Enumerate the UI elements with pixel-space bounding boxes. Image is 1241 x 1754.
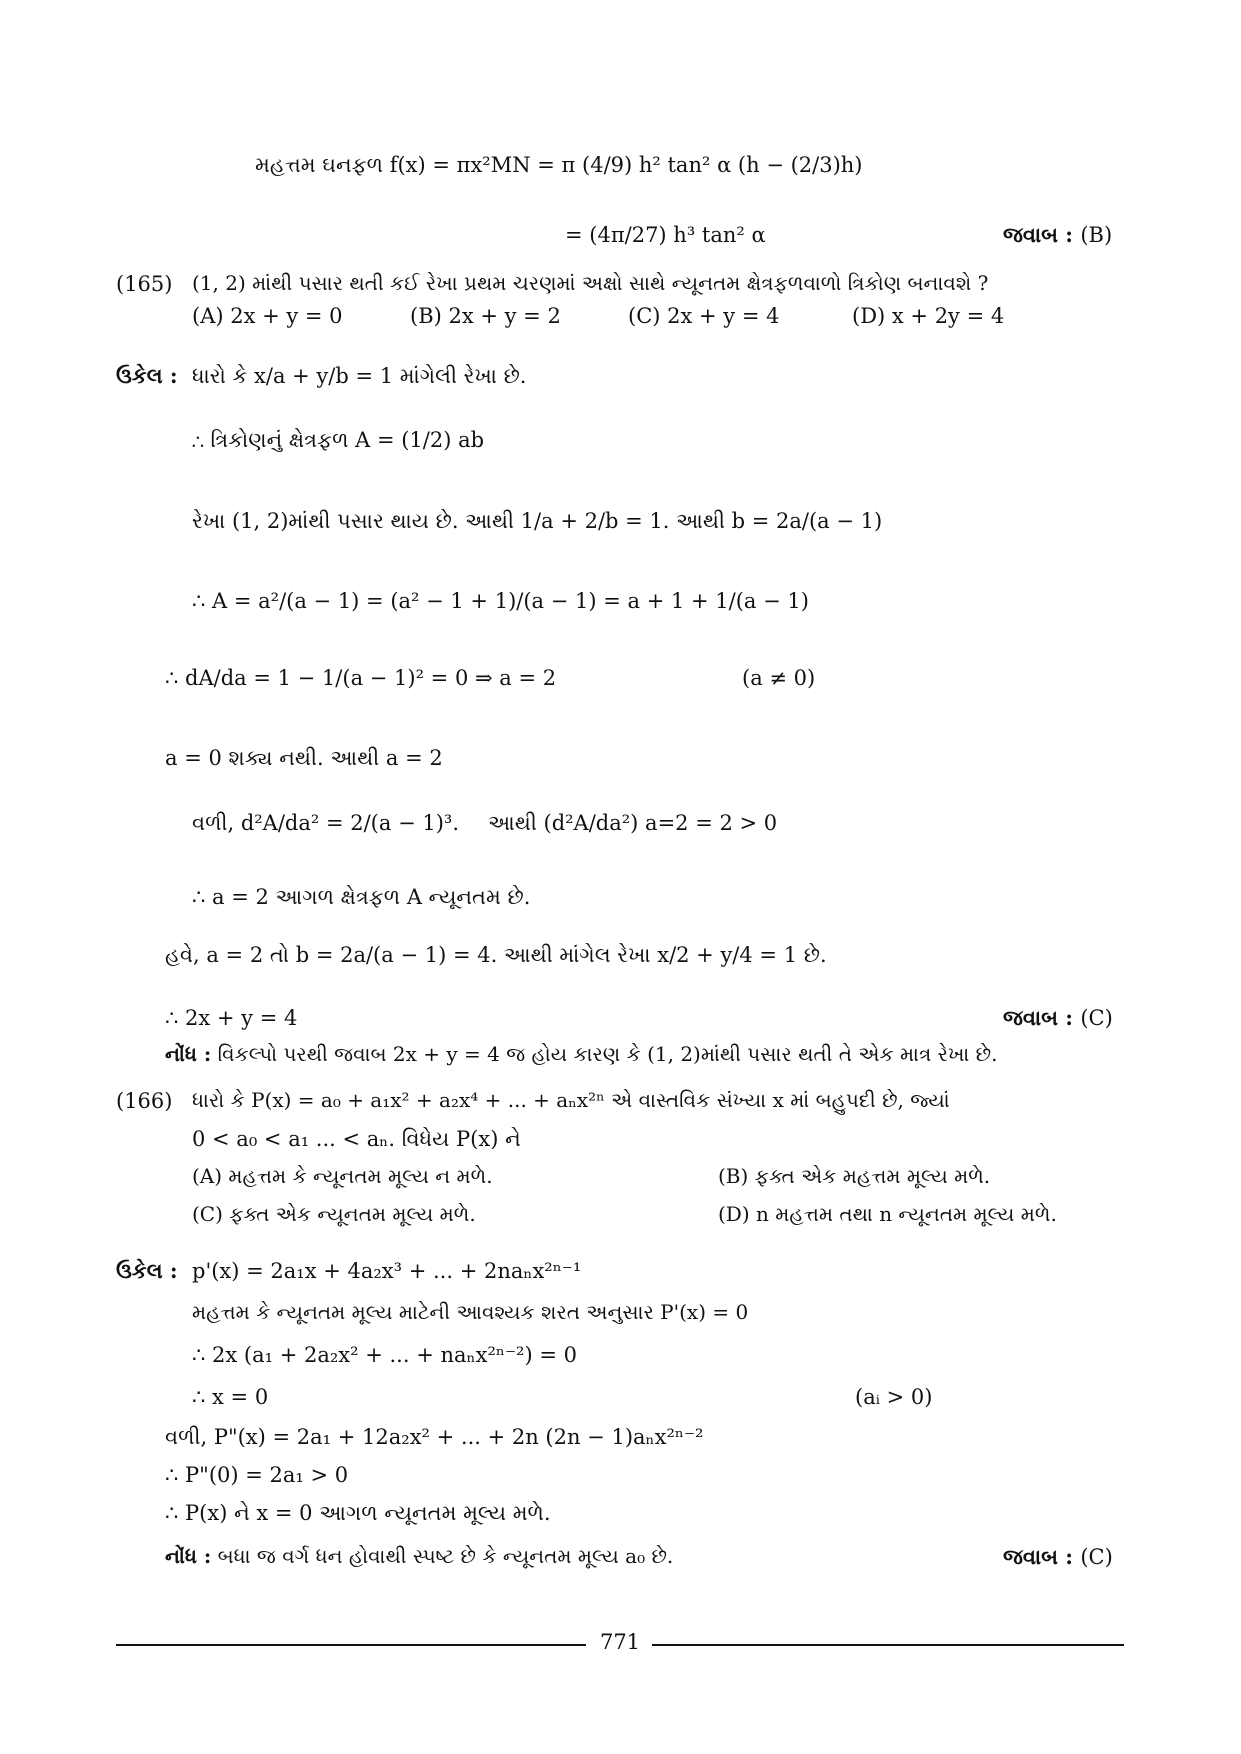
solution-165-step: રેખા (1, 2)માંથી પસાર થાય છે. આથી 1/a + 2/b = 1. આથી b = 2a/(a − 1): [192, 509, 883, 533]
solution-165-condition: (a ≠ 0): [742, 666, 816, 690]
option-166-b: (B) ફક્ત એક મહત્તમ મૂલ્ય મળે.: [718, 1164, 991, 1188]
solution-165-label: ઉકેલ :: [116, 363, 178, 388]
note-text: બધા જ વર્ગ ધન હોવાથી સ્પષ્ટ છે કે ન્યૂનતમ મૂલ્ય a₀ છે.: [217, 1544, 674, 1568]
answer-label: જવાબ :: [1003, 1005, 1074, 1030]
question-166-text-2: 0 < a₀ < a₁ ... < aₙ. વિધેય P(x) ને: [192, 1127, 521, 1151]
page-number: 771: [599, 1630, 641, 1654]
solution-165-step: ∴ 2x + y = 4: [165, 1006, 298, 1030]
max-volume-result: = (4π/27) h³ tan² α: [565, 223, 766, 247]
solution-165-step: ∴ a = 2 આગળ ક્ષેત્રફળ A ન્યૂનતમ છે.: [192, 885, 531, 909]
solution-166-step: p'(x) = 2a₁x + 4a₂x³ + ... + 2naₙx²ⁿ⁻¹: [192, 1259, 582, 1283]
solution-165-step: ∴ dA/da = 1 − 1/(a − 1)² = 0 ⇒ a = 2: [165, 666, 557, 690]
option-165-c: (C) 2x + y = 4: [628, 304, 780, 328]
option-165-d: (D) x + 2y = 4: [852, 304, 1005, 328]
solution-166-condition: (aᵢ > 0): [855, 1385, 933, 1409]
question-165-text: (1, 2) માંથી પસાર થતી કઈ રેખા પ્રથમ ચરણમાં અક્ષો સાથે ન્યૂનતમ ક્ષેત્રફળવાળો ત્રિકોણ બનાવશે ?: [192, 271, 989, 295]
footer-rule-right: [652, 1644, 1124, 1646]
note-166: [165, 1544, 673, 1569]
answer-value: (B): [1080, 223, 1113, 247]
question-165-number: (165): [116, 272, 173, 296]
solution-165-step: ∴ ત્રિકોણનું ક્ષેત્રફળ A = (1/2) ab: [192, 428, 485, 452]
footer-rule-left: [116, 1644, 586, 1646]
answer-top: [1003, 222, 1112, 248]
answer-label: જવાબ :: [1003, 222, 1074, 247]
solution-165-step: આથી (d²A/da²) a=2 = 2 > 0: [488, 811, 778, 835]
answer-165: [1003, 1005, 1113, 1031]
solution-165-step: a = 0 શક્ય નથી. આથી a = 2: [165, 746, 443, 770]
option-166-c: (C) ફક્ત એક ન્યૂનતમ મૂલ્ય મળે.: [192, 1202, 476, 1226]
solution-166-step: ∴ x = 0: [192, 1385, 269, 1409]
solution-165-step: વળી, d²A/da² = 2/(a − 1)³.: [192, 811, 459, 835]
solution-166-step: વળી, P"(x) = 2a₁ + 12a₂x² + ... + 2n (2n − 1)aₙx²ⁿ⁻²: [165, 1425, 704, 1449]
solution-166-step: મહત્તમ કે ન્યૂનતમ મૂલ્ય માટેની આવશ્યક શરત અનુસાર P'(x) = 0: [192, 1300, 749, 1324]
solution-166-step: ∴ P(x) ને x = 0 આગળ ન્યૂનતમ મૂલ્ય મળે.: [165, 1501, 551, 1525]
option-166-a: (A) મહત્તમ કે ન્યૂનતમ મૂલ્ય ન મળે.: [192, 1164, 493, 1188]
option-165-b: (B) 2x + y = 2: [410, 304, 561, 328]
option-165-a: (A) 2x + y = 0: [192, 304, 343, 328]
note-text: વિકલ્પો પરથી જવાબ 2x + y = 4 જ હોય કારણ કે (1, 2)માંથી પસાર થતી તે એક માત્ર રેખા છે.: [217, 1042, 998, 1066]
answer-value: (C): [1080, 1545, 1113, 1569]
solution-166-step: ∴ 2x (a₁ + 2a₂x² + ... + naₙx²ⁿ⁻²) = 0: [192, 1343, 577, 1367]
solution-165-step: ધારો કે x/a + y/b = 1 માંગેલી રેખા છે.: [192, 364, 527, 388]
note-label: નોંધ :: [165, 1544, 212, 1568]
option-166-d: (D) n મહત્તમ તથા n ન્યૂનતમ મૂલ્ય મળે.: [718, 1202, 1057, 1226]
answer-value: (C): [1080, 1006, 1113, 1030]
question-166-text: ધારો કે P(x) = a₀ + a₁x² + a₂x⁴ + ... + aₙx²ⁿ એ વાસ્તવિક સંખ્યા x માં બહુપદી છે, જ્યાં: [192, 1088, 950, 1112]
solution-166-step: ∴ P"(0) = 2a₁ > 0: [165, 1463, 349, 1487]
note-label: નોંધ :: [165, 1042, 212, 1066]
solution-166-label: ઉકેલ :: [116, 1258, 178, 1283]
note-165: [165, 1042, 997, 1067]
max-volume-equation: મહત્તમ ઘનફળ f(x) = πx²MN = π (4/9) h² tan² α (h − (2/3)h): [255, 153, 863, 177]
solution-165-step: હવે, a = 2 તો b = 2a/(a − 1) = 4. આથી માંગેલ રેખા x/2 + y/4 = 1 છે.: [165, 943, 827, 967]
answer-label: જવાબ :: [1003, 1544, 1074, 1569]
answer-166: [1003, 1544, 1113, 1570]
question-166-number: (166): [116, 1089, 173, 1113]
solution-165-step: ∴ A = a²/(a − 1) = (a² − 1 + 1)/(a − 1) = a + 1 + 1/(a − 1): [192, 589, 809, 613]
